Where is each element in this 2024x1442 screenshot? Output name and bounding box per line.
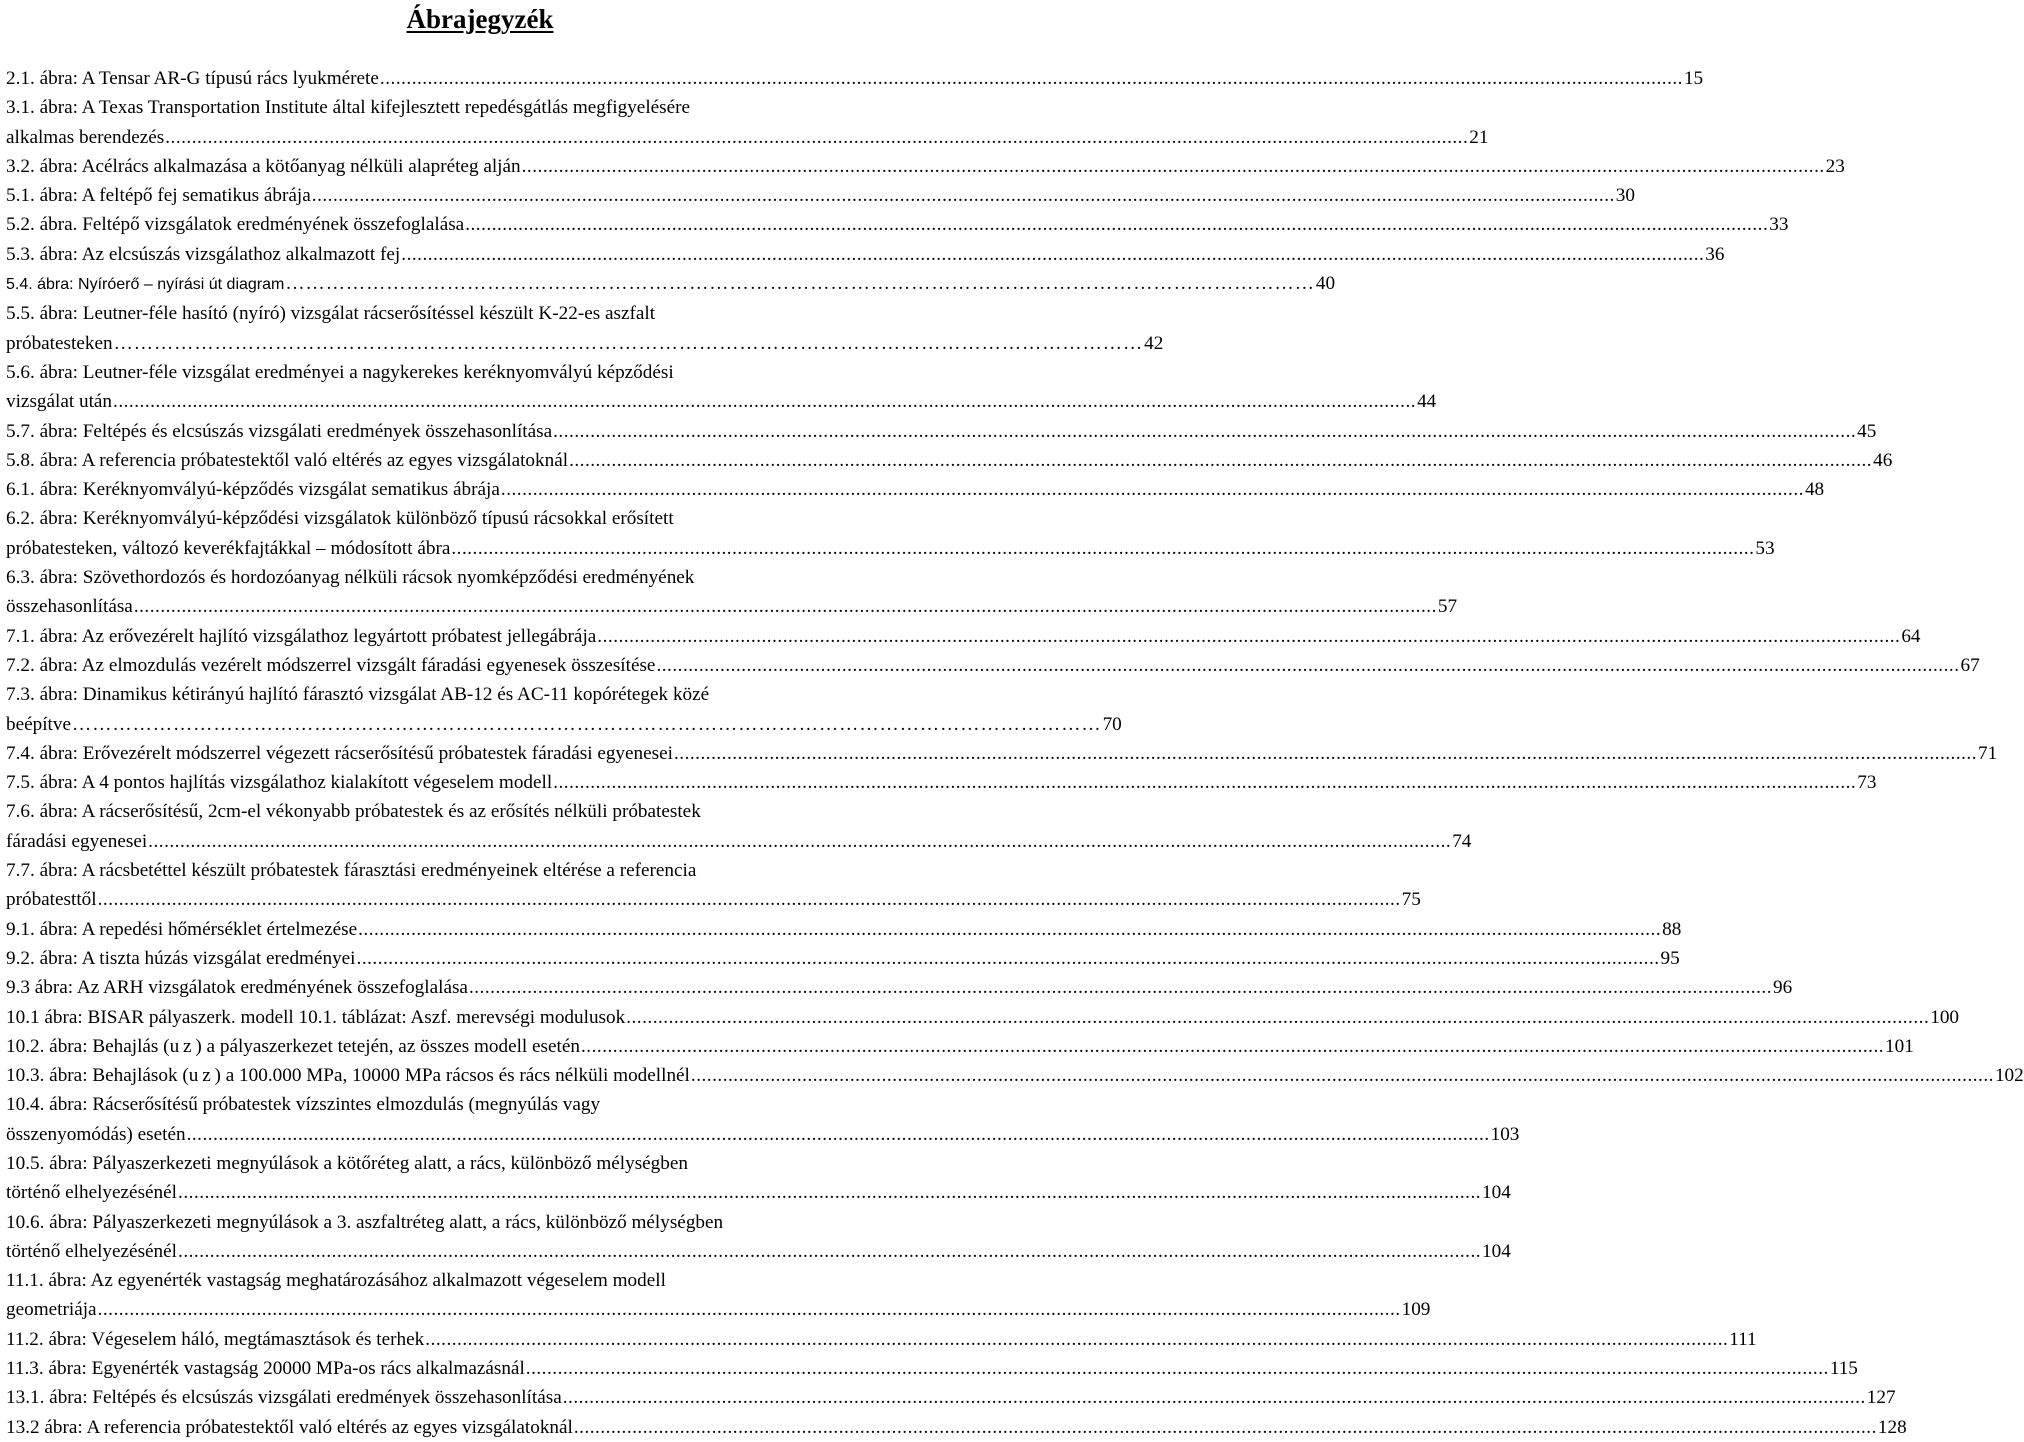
dot-leader [597,622,1900,651]
toc-entry-title: 13.2 ábra: A referencia próbatestektől való eltérés az egyes vizsgálatoknál [6,1416,573,1438]
toc-entry[interactable] [6,651,1980,680]
toc-entry-page-number: 23 [1825,155,1845,177]
toc-entry[interactable] [6,1149,1511,1208]
toc-entry-page-number: 88 [1662,918,1682,940]
toc-entry-page-number: 111 [1729,1328,1757,1350]
dot-leader [569,446,1872,475]
toc-entry-title: vizsgálat után [6,391,113,413]
toc-entry[interactable] [6,915,1682,944]
dot-leader [285,269,1315,298]
toc-entry[interactable] [6,563,1458,622]
dot-leader [178,1178,1481,1207]
toc-entry[interactable] [6,210,1789,239]
dot-leader [626,1003,1929,1032]
toc-entry-page-number: 73 [1857,772,1877,794]
dot-leader [187,1120,1490,1149]
dot-leader [451,534,1754,563]
dot-leader [134,592,1437,621]
toc-entry-title: beépítve [6,713,71,735]
dot-leader [469,973,1772,1002]
toc-entry-page-number: 71 [1978,742,1998,764]
toc-entry-title: 9.3 ábra: Az ARH vizsgálatok eredményének összefoglalása [6,977,468,999]
toc-entry-page-number: 127 [1866,1387,1896,1409]
toc-entry-title-line: 10.6. ábra: Pályaszerkezeti megnyúlások a 3. aszfaltréteg alatt, a rács, különböző mélységben [6,1211,724,1233]
dot-leader [98,1295,1401,1324]
toc-entry-title: 5.3. ábra: Az elcsúszás vizsgálathoz alkalmazott fej [6,243,401,265]
toc-entry-title: 6.1. ábra: Keréknyomvályú-képződés vizsgálat sematikus ábrája [6,479,500,501]
toc-entry-title: 13.1. ábra: Feltépés és elcsúszás vizsgálati eredmények összehasonlítása [6,1387,562,1409]
toc-entry-page-number: 45 [1857,420,1877,442]
toc-entry[interactable] [6,181,1635,210]
toc-entry-page-number: 30 [1615,185,1635,207]
toc-entry[interactable] [6,1266,1431,1325]
toc-entry-title: 2.1. ábra: A Tensar AR-G típusú rács lyukmérete [6,68,379,89]
table-of-figures [6,64,2024,1442]
toc-entry-title: 3.2. ábra: Acélrács alkalmazása a kötőanyag nélküli alapréteg alján [6,155,521,177]
dot-leader [674,739,1977,768]
toc-entry-page-number: 40 [1315,273,1336,295]
dot-leader [425,1325,1728,1354]
dot-leader [401,240,1704,269]
toc-entry[interactable] [6,152,1845,181]
toc-entry[interactable] [6,739,1998,768]
toc-entry-title: 5.4. ábra: Nyíróerő – nyírási út diagram [6,276,285,294]
toc-entry-title: 5.7. ábra: Feltépés és elcsúszás vizsgálati eredmények összehasonlítása [6,420,553,442]
toc-entry-title: 9.1. ábra: A repedési hőmérséklet értelmezése [6,918,358,940]
dot-leader [113,387,1416,416]
dot-leader [165,123,1468,152]
toc-entry-page-number: 57 [1437,596,1458,618]
dot-leader [553,768,1856,797]
toc-entry[interactable] [6,768,1877,797]
toc-entry[interactable] [6,446,1893,475]
toc-entry-page-number: 96 [1772,977,1793,999]
toc-entry[interactable] [6,64,1704,93]
dot-leader [656,651,1959,680]
toc-entry-title-line: 5.5. ábra: Leutner-féle hasító (nyíró) vizsgálat rácserősítéssel készült K-22-es aszfalt [6,303,656,325]
toc-entry-page-number: 128 [1877,1416,1907,1438]
toc-entry-title-line: 7.7. ábra: A rácsbetéttel készült próbatestek fárasztási eredményeinek eltérése a referencia [6,860,697,882]
toc-entry-title: történő elhelyezésénél [6,1240,178,1262]
toc-entry-page-number: 109 [1401,1299,1431,1321]
toc-entry-page-number: 70 [1102,713,1122,735]
toc-entry-title: geometriája [6,1299,97,1321]
dot-leader [358,915,1661,944]
toc-entry[interactable] [6,299,1164,358]
toc-entry[interactable] [6,504,1775,563]
toc-entry-page-number: 104 [1482,1182,1511,1204]
toc-entry[interactable] [6,269,1336,299]
toc-entry-page-number: 100 [1930,1006,1960,1028]
toc-entry-title-line: 6.2. ábra: Keréknyomvályú-képződési vizsgálatok különböző típusú rácsokkal erősített [6,508,674,530]
toc-entry-title-line: 6.3. ábra: Szövethordozós és hordozóanyag nélküli rácsok nyomképződési eredményének [6,567,695,589]
toc-entry[interactable] [6,1061,2024,1090]
toc-entry-title: alkalmas berendezés [6,126,165,148]
toc-entry-title-line: 10.4. ábra: Rácserősítésű próbatestek vízszintes elmozdulás (megnyúlás vagy [6,1094,601,1116]
dot-leader [380,64,1683,93]
toc-entry[interactable] [6,797,1472,856]
toc-entry[interactable] [6,973,1793,1002]
toc-entry[interactable] [6,944,1680,973]
toc-entry-title: 5.8. ábra: A referencia próbatestektől való eltérés az egyes vizsgálatoknál [6,449,569,471]
toc-entry-page-number: 104 [1482,1240,1511,1262]
dot-leader [522,152,1825,181]
toc-entry-page-number: 15 [1683,68,1704,89]
toc-entry-page-number: 21 [1469,126,1489,148]
toc-entry-title: próbatesteken [6,332,113,354]
toc-entry[interactable] [6,1032,1914,1061]
dot-leader [581,1032,1884,1061]
toc-entry-page-number: 42 [1144,332,1164,354]
toc-entry-title-line: 7.6. ábra: A rácserősítésű, 2cm-el vékonyabb próbatestek és az erősítés nélküli próbatestek [6,801,701,823]
toc-entry-page-number: 101 [1885,1035,1914,1057]
dot-leader [72,710,1102,739]
toc-entry-page-number: 46 [1873,449,1893,471]
toc-entry[interactable] [6,1003,1960,1032]
toc-entry-title: összenyomódás) esetén [6,1123,186,1145]
toc-entry-title: 11.2. ábra: Végeselem háló, megtámasztások és terhek [6,1328,425,1350]
toc-entry-title: 7.1. ábra: Az erővezérelt hajlító vizsgálathoz legyártott próbatest jellegábrája [6,625,597,647]
toc-entry-title: összehasonlítása [6,596,133,618]
toc-entry-title-line: 5.6. ábra: Leutner-féle vizsgálat eredményei a nagykerekes keréknyomvályú képződési [6,361,674,383]
toc-entry-page-number: 36 [1705,243,1725,265]
toc-entry-title-line: 3.1. ábra: A Texas Transportation Institute által kifejlesztett repedésgátlás megfigyelésére [6,97,691,119]
toc-entry-title: 7.5. ábra: A 4 pontos hajlítás vizsgálathoz kialakított végeselem modell [6,772,553,794]
dot-leader [501,475,1804,504]
toc-entry-page-number: 115 [1829,1358,1858,1380]
dot-leader [312,181,1615,210]
toc-entry-page-number: 102 [1994,1065,2024,1087]
toc-entry-title: 9.2. ábra: A tiszta húzás vizsgálat eredményei [6,947,356,969]
toc-entry[interactable] [6,1090,1520,1149]
dot-leader [357,944,1660,973]
toc-entry-page-number: 64 [1901,625,1921,647]
dot-leader [526,1354,1829,1383]
toc-entry-title: 10.1 ábra: BISAR pályaszerk. modell 10.1. táblázat: Aszf. merevségi modulusok [6,1006,626,1028]
dot-leader [98,885,1401,914]
toc-entry-title: próbatesteken, változó keverékfajtákkal – módosított ábra [6,537,451,559]
toc-entry-title: 5.2. ábra. Feltépő vizsgálatok eredményének összefoglalása [6,214,465,236]
toc-entry-page-number: 33 [1769,214,1789,236]
toc-entry-title-line: 7.3. ábra: Dinamikus kétirányú hajlító fárasztó vizsgálat AB-12 és AC-11 kopórétegek közé [6,684,710,706]
toc-entry-page-number: 103 [1490,1123,1520,1145]
toc-entry[interactable] [6,1325,1757,1354]
toc-entry-title-line: 11.1. ábra: Az egyenérték vastagság meghatározásához alkalmazott végeselem modell [6,1270,666,1292]
toc-entry[interactable] [6,1354,1858,1383]
toc-entry-page-number: 48 [1804,479,1825,501]
dot-leader [691,1061,1994,1090]
toc-entry-title: 5.1. ábra: A feltépő fej sematikus ábrája [6,185,311,207]
toc-entry[interactable] [6,680,1122,739]
toc-entry-title: történő elhelyezésénél [6,1182,178,1204]
toc-entry[interactable] [6,1208,1511,1267]
toc-entry-title: 7.4. ábra: Erővezérelt módszerrel végezett rácserősítésű próbatestek fáradási egyenesei [6,742,673,764]
dot-leader [553,417,1856,446]
toc-entry[interactable] [6,856,1421,915]
dot-leader [178,1237,1481,1266]
toc-entry-page-number: 53 [1755,537,1775,559]
toc-entry-title: 10.3. ábra: Behajlások (u z ) a 100.000 MPa, 10000 MPa rácsos és rács nélküli modellnél [6,1065,690,1087]
toc-entry[interactable] [6,622,1921,651]
toc-entry[interactable] [6,358,1437,417]
toc-entry-title: fáradási egyenesei [6,830,148,852]
dot-leader [114,329,1144,358]
toc-entry-page-number: 75 [1401,889,1421,911]
dot-leader [563,1383,1866,1412]
toc-entry-title: 7.2. ábra: Az elmozdulás vezérelt módszerrel vizsgált fáradási egyenesek összesítése [6,654,656,676]
toc-entry-title: 11.3. ábra: Egyenérték vastagság 20000 MPa-os rács alkalmazásnál [6,1358,525,1380]
toc-entry[interactable] [6,240,1725,269]
toc-entry[interactable] [6,417,1877,446]
toc-entry[interactable] [6,93,1489,152]
toc-entry-page-number: 95 [1660,947,1680,969]
toc-entry-page-number: 74 [1452,830,1472,852]
toc-entry-title-line: 10.5. ábra: Pályaszerkezeti megnyúlások a kötőréteg alatt, a rács, különböző mélységben [6,1152,688,1174]
dot-leader [465,210,1768,239]
page-title: Ábrajegyzék [406,4,554,34]
toc-entry[interactable] [6,1383,1896,1412]
dot-leader [148,827,1451,856]
toc-entry-title: 10.2. ábra: Behajlás (u z ) a pályaszerkezet tetején, az összes modell esetén [6,1035,580,1057]
toc-entry-page-number: 67 [1960,654,1980,676]
dot-leader [574,1413,1877,1442]
toc-entry[interactable] [6,475,1825,504]
toc-entry[interactable] [6,1413,1907,1442]
toc-entry-title: próbatesttől [6,889,97,911]
toc-entry-page-number: 44 [1417,391,1437,413]
